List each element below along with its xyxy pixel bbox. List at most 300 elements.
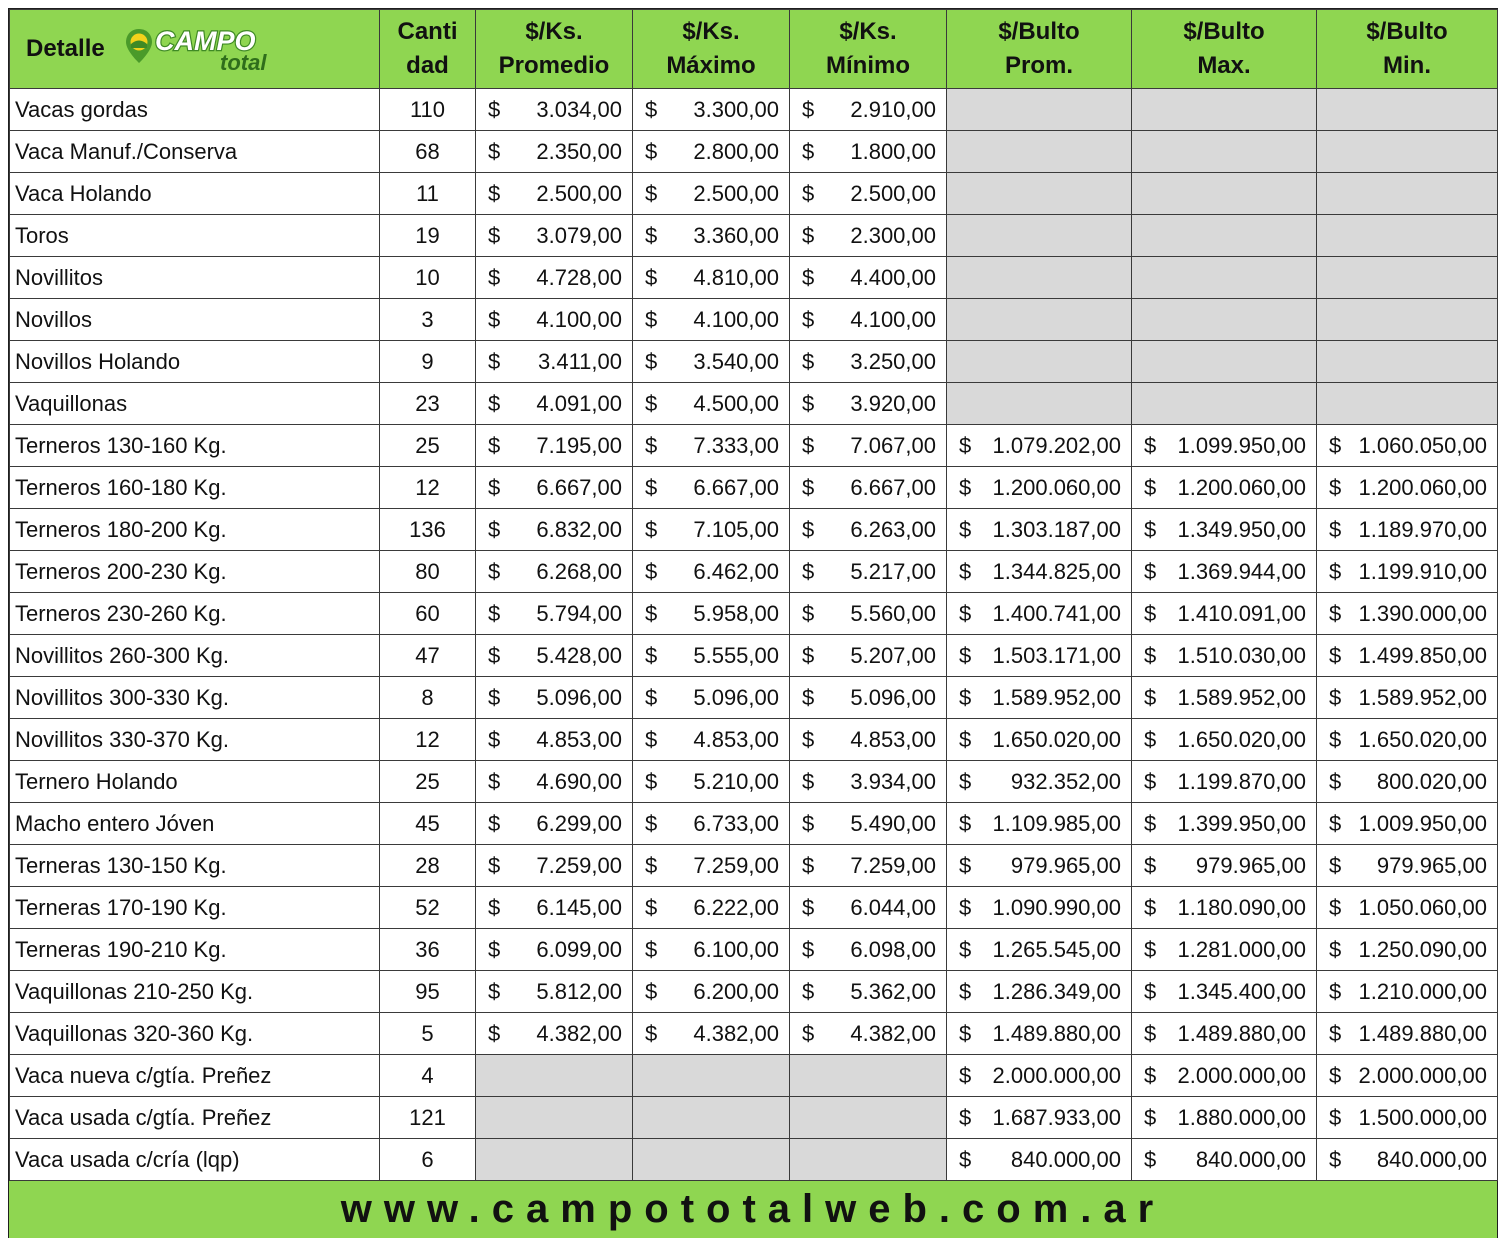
amount-value: 1.390.000,00 <box>1358 600 1487 626</box>
cell-detalle: Vaca nueva c/gtía. Preñez <box>10 1055 380 1097</box>
table-row <box>10 551 1498 593</box>
cell-ks-maximo <box>633 635 790 677</box>
cell-ks-minimo <box>790 383 947 425</box>
table-row <box>10 1139 1498 1181</box>
currency-symbol: $ <box>802 600 815 626</box>
currency-symbol: $ <box>802 516 815 542</box>
amount-value: 2.910,00 <box>850 96 936 122</box>
currency-symbol: $ <box>802 138 815 164</box>
cell-detalle: Novillitos 300-330 Kg. <box>10 677 380 719</box>
currency-symbol: $ <box>488 810 501 836</box>
currency-symbol: $ <box>1329 1146 1342 1172</box>
cell-ks-maximo-empty <box>633 1055 790 1097</box>
currency-symbol: $ <box>488 432 501 458</box>
currency-symbol: $ <box>959 1104 972 1130</box>
cell-bulto-min <box>1317 761 1498 803</box>
amount-value: 1.349.950,00 <box>1177 516 1306 542</box>
cell-bulto-max <box>1132 635 1317 677</box>
currency-symbol: $ <box>1144 516 1157 542</box>
amount-value: 1.344.825,00 <box>992 558 1121 584</box>
currency-symbol: $ <box>1144 1146 1157 1172</box>
cell-ks-minimo <box>790 215 947 257</box>
cell-cantidad: 60 <box>380 593 476 635</box>
currency-symbol: $ <box>1144 600 1157 626</box>
amount-value: 932.352,00 <box>1010 768 1121 794</box>
cell-ks-minimo <box>790 803 947 845</box>
cell-ks-promedio <box>476 761 633 803</box>
cell-ks-promedio <box>476 845 633 887</box>
amount-value: 6.268,00 <box>536 558 622 584</box>
cell-cantidad: 10 <box>380 257 476 299</box>
amount-value: 6.733,00 <box>693 810 779 836</box>
amount-value: 6.098,00 <box>850 936 936 962</box>
amount-value: 5.560,00 <box>850 600 936 626</box>
amount-value: 6.222,00 <box>693 894 779 920</box>
cell-cantidad: 4 <box>380 1055 476 1097</box>
cell-bulto-max <box>1132 803 1317 845</box>
amount-value: 979.965,00 <box>1195 852 1306 878</box>
amount-value: 2.350,00 <box>536 138 622 164</box>
header-bulto-min-l2: Min. <box>1383 52 1431 79</box>
currency-symbol: $ <box>802 894 815 920</box>
currency-symbol: $ <box>802 474 815 500</box>
cell-bulto-prom <box>947 467 1132 509</box>
cell-bulto-prom-empty <box>947 215 1132 257</box>
currency-symbol: $ <box>1329 1062 1342 1088</box>
amount-value: 1.199.910,00 <box>1358 558 1487 584</box>
cell-bulto-prom <box>947 845 1132 887</box>
currency-symbol: $ <box>645 432 658 458</box>
cell-cantidad: 12 <box>380 467 476 509</box>
cell-bulto-max-empty <box>1132 341 1317 383</box>
amount-value: 840.000,00 <box>1195 1146 1306 1172</box>
currency-symbol: $ <box>959 894 972 920</box>
cell-bulto-prom-empty <box>947 257 1132 299</box>
cell-bulto-min <box>1317 929 1498 971</box>
amount-value: 5.490,00 <box>850 810 936 836</box>
header-cantidad-l2: dad <box>406 52 449 79</box>
amount-value: 1.250.090,00 <box>1358 936 1487 962</box>
cell-bulto-max <box>1132 425 1317 467</box>
cell-ks-promedio <box>476 719 633 761</box>
currency-symbol: $ <box>1329 894 1342 920</box>
currency-symbol: $ <box>488 936 501 962</box>
currency-symbol: $ <box>645 642 658 668</box>
table-row <box>10 887 1498 929</box>
cell-ks-promedio <box>476 1013 633 1055</box>
amount-value: 6.667,00 <box>536 474 622 500</box>
amount-value: 1.281.000,00 <box>1177 936 1306 962</box>
cell-bulto-max-empty <box>1132 215 1317 257</box>
cell-bulto-max-empty <box>1132 131 1317 173</box>
cell-ks-minimo <box>790 845 947 887</box>
amount-value: 5.096,00 <box>850 684 936 710</box>
currency-symbol: $ <box>802 390 815 416</box>
logo-text-main: CAMPO <box>154 26 256 56</box>
currency-symbol: $ <box>645 96 658 122</box>
cell-ks-minimo <box>790 1013 947 1055</box>
cell-cantidad: 25 <box>380 761 476 803</box>
amount-value: 4.500,00 <box>693 390 779 416</box>
currency-symbol: $ <box>488 726 501 752</box>
cell-bulto-min-empty <box>1317 173 1498 215</box>
currency-symbol: $ <box>959 1146 972 1172</box>
amount-value: 1.210.000,00 <box>1358 978 1487 1004</box>
amount-value: 4.091,00 <box>536 390 622 416</box>
amount-value: 5.958,00 <box>693 600 779 626</box>
amount-value: 6.044,00 <box>850 894 936 920</box>
cell-bulto-max <box>1132 929 1317 971</box>
amount-value: 1.589.952,00 <box>992 684 1121 710</box>
amount-value: 1.060.050,00 <box>1358 432 1487 458</box>
table-row <box>10 425 1498 467</box>
cell-bulto-prom <box>947 635 1132 677</box>
currency-symbol: $ <box>488 96 501 122</box>
cell-bulto-prom <box>947 929 1132 971</box>
currency-symbol: $ <box>645 600 658 626</box>
currency-symbol: $ <box>802 684 815 710</box>
cell-ks-promedio <box>476 341 633 383</box>
cell-detalle: Terneras 130-150 Kg. <box>10 845 380 887</box>
currency-symbol: $ <box>959 600 972 626</box>
currency-symbol: $ <box>645 1020 658 1046</box>
cell-cantidad: 6 <box>380 1139 476 1181</box>
currency-symbol: $ <box>1144 852 1157 878</box>
table-row <box>10 509 1498 551</box>
cell-detalle: Novillitos 260-300 Kg. <box>10 635 380 677</box>
currency-symbol: $ <box>802 768 815 794</box>
cell-bulto-prom <box>947 971 1132 1013</box>
cell-bulto-max <box>1132 887 1317 929</box>
cell-bulto-min-empty <box>1317 215 1498 257</box>
amount-value: 2.800,00 <box>693 138 779 164</box>
currency-symbol: $ <box>488 1020 501 1046</box>
currency-symbol: $ <box>959 852 972 878</box>
cell-bulto-min <box>1317 845 1498 887</box>
amount-value: 5.812,00 <box>536 978 622 1004</box>
cell-bulto-max <box>1132 1139 1317 1181</box>
cell-ks-minimo <box>790 551 947 593</box>
cell-ks-promedio <box>476 89 633 131</box>
currency-symbol: $ <box>802 810 815 836</box>
currency-symbol: $ <box>1144 1062 1157 1088</box>
cell-ks-promedio <box>476 929 633 971</box>
cell-ks-promedio <box>476 803 633 845</box>
cell-bulto-min <box>1317 719 1498 761</box>
amount-value: 1.303.187,00 <box>992 516 1121 542</box>
amount-value: 7.333,00 <box>693 432 779 458</box>
currency-symbol: $ <box>488 138 501 164</box>
amount-value: 3.250,00 <box>850 348 936 374</box>
cell-cantidad: 12 <box>380 719 476 761</box>
cell-bulto-prom <box>947 677 1132 719</box>
currency-symbol: $ <box>959 936 972 962</box>
amount-value: 1.510.030,00 <box>1177 642 1306 668</box>
cell-bulto-min <box>1317 677 1498 719</box>
cell-ks-maximo <box>633 551 790 593</box>
currency-symbol: $ <box>645 684 658 710</box>
amount-value: 1.650.020,00 <box>992 726 1121 752</box>
header-bulto-prom-l2: Prom. <box>1004 52 1073 79</box>
header-detalle <box>10 10 380 89</box>
cell-ks-maximo <box>633 677 790 719</box>
amount-value: 1.109.985,00 <box>992 810 1121 836</box>
cell-bulto-min <box>1317 1055 1498 1097</box>
currency-symbol: $ <box>959 642 972 668</box>
amount-value: 2.000.000,00 <box>992 1062 1121 1088</box>
header-bulto-max <box>1132 10 1317 89</box>
cell-bulto-prom <box>947 551 1132 593</box>
amount-value: 1.090.990,00 <box>992 894 1121 920</box>
logo-text-sub: total <box>219 50 267 75</box>
cell-bulto-min <box>1317 1097 1498 1139</box>
amount-value: 2.500,00 <box>693 180 779 206</box>
amount-value: 7.259,00 <box>536 852 622 878</box>
amount-value: 5.794,00 <box>536 600 622 626</box>
cell-detalle: Vaquillonas 320-360 Kg. <box>10 1013 380 1055</box>
amount-value: 1.489.880,00 <box>1358 1020 1487 1046</box>
table-row <box>10 215 1498 257</box>
cell-bulto-min-empty <box>1317 257 1498 299</box>
cell-bulto-max <box>1132 1097 1317 1139</box>
currency-symbol: $ <box>488 390 501 416</box>
amount-value: 4.853,00 <box>693 726 779 752</box>
price-table-frame <box>8 8 1498 1238</box>
currency-symbol: $ <box>959 1020 972 1046</box>
amount-value: 3.034,00 <box>536 96 622 122</box>
currency-symbol: $ <box>1329 558 1342 584</box>
amount-value: 1.800,00 <box>850 138 936 164</box>
amount-value: 1.200.060,00 <box>1358 474 1487 500</box>
cell-detalle: Vaca Holando <box>10 173 380 215</box>
currency-symbol: $ <box>802 642 815 668</box>
cell-ks-promedio <box>476 551 633 593</box>
cell-ks-maximo <box>633 173 790 215</box>
cell-ks-minimo-empty <box>790 1097 947 1139</box>
currency-symbol: $ <box>1329 516 1342 542</box>
currency-symbol: $ <box>1144 810 1157 836</box>
cell-cantidad: 95 <box>380 971 476 1013</box>
currency-symbol: $ <box>802 306 815 332</box>
cell-ks-minimo <box>790 173 947 215</box>
amount-value: 1.189.970,00 <box>1358 516 1487 542</box>
currency-symbol: $ <box>1329 852 1342 878</box>
amount-value: 5.210,00 <box>693 768 779 794</box>
cell-bulto-max-empty <box>1132 257 1317 299</box>
table-row <box>10 257 1498 299</box>
header-ks-maximo-l1: $/Ks. <box>682 18 740 45</box>
footer-banner <box>9 1180 1497 1238</box>
currency-symbol: $ <box>645 936 658 962</box>
header-cantidad <box>380 10 476 89</box>
amount-value: 2.300,00 <box>850 222 936 248</box>
cell-ks-promedio-empty <box>476 1139 633 1181</box>
amount-value: 1.650.020,00 <box>1177 726 1306 752</box>
currency-symbol: $ <box>645 516 658 542</box>
cell-ks-maximo-empty <box>633 1097 790 1139</box>
amount-value: 3.920,00 <box>850 390 936 416</box>
amount-value: 6.145,00 <box>536 894 622 920</box>
table-row <box>10 845 1498 887</box>
cell-detalle: Vacas gordas <box>10 89 380 131</box>
currency-symbol: $ <box>645 474 658 500</box>
amount-value: 7.067,00 <box>850 432 936 458</box>
amount-value: 5.207,00 <box>850 642 936 668</box>
cell-bulto-max <box>1132 551 1317 593</box>
amount-value: 1.489.880,00 <box>992 1020 1121 1046</box>
amount-value: 1.500.000,00 <box>1358 1104 1487 1130</box>
cell-cantidad: 23 <box>380 383 476 425</box>
currency-symbol: $ <box>1329 768 1342 794</box>
currency-symbol: $ <box>1144 558 1157 584</box>
table-row <box>10 971 1498 1013</box>
amount-value: 4.382,00 <box>693 1020 779 1046</box>
currency-symbol: $ <box>488 600 501 626</box>
cell-detalle: Novillitos <box>10 257 380 299</box>
amount-value: 840.000,00 <box>1376 1146 1487 1172</box>
header-cantidad-l1: Canti <box>397 18 458 45</box>
amount-value: 4.400,00 <box>850 264 936 290</box>
amount-value: 4.100,00 <box>536 306 622 332</box>
cell-bulto-min <box>1317 509 1498 551</box>
cell-cantidad: 52 <box>380 887 476 929</box>
currency-symbol: $ <box>802 180 815 206</box>
cell-cantidad: 5 <box>380 1013 476 1055</box>
currency-symbol: $ <box>645 390 658 416</box>
amount-value: 4.382,00 <box>536 1020 622 1046</box>
cell-detalle: Novillos <box>10 299 380 341</box>
header-ks-maximo <box>633 10 790 89</box>
cell-bulto-max <box>1132 593 1317 635</box>
amount-value: 6.100,00 <box>693 936 779 962</box>
cell-ks-maximo <box>633 593 790 635</box>
currency-symbol: $ <box>1144 726 1157 752</box>
amount-value: 1.009.950,00 <box>1358 810 1487 836</box>
currency-symbol: $ <box>1329 810 1342 836</box>
currency-symbol: $ <box>959 978 972 1004</box>
cell-cantidad: 80 <box>380 551 476 593</box>
cell-ks-maximo <box>633 845 790 887</box>
cell-bulto-min <box>1317 803 1498 845</box>
cell-bulto-min <box>1317 971 1498 1013</box>
cell-ks-promedio <box>476 215 633 257</box>
currency-symbol: $ <box>1329 600 1342 626</box>
amount-value: 6.667,00 <box>693 474 779 500</box>
header-detalle-label: Detalle <box>26 35 105 62</box>
cell-bulto-prom-empty <box>947 299 1132 341</box>
cell-bulto-max-empty <box>1132 299 1317 341</box>
table-row <box>10 1097 1498 1139</box>
cell-ks-promedio <box>476 509 633 551</box>
cell-ks-maximo <box>633 257 790 299</box>
currency-symbol: $ <box>959 1062 972 1088</box>
currency-symbol: $ <box>1329 1104 1342 1130</box>
table-row <box>10 761 1498 803</box>
cell-ks-promedio <box>476 173 633 215</box>
currency-symbol: $ <box>645 726 658 752</box>
amount-value: 1.400.741,00 <box>992 600 1121 626</box>
cell-bulto-min <box>1317 593 1498 635</box>
cell-bulto-prom <box>947 1097 1132 1139</box>
table-row <box>10 341 1498 383</box>
cell-detalle: Vaca usada c/gtía. Preñez <box>10 1097 380 1139</box>
cell-ks-minimo <box>790 131 947 173</box>
cell-bulto-min <box>1317 467 1498 509</box>
cell-ks-promedio-empty <box>476 1097 633 1139</box>
cell-bulto-max <box>1132 509 1317 551</box>
table-row <box>10 929 1498 971</box>
table-body <box>10 89 1498 1181</box>
currency-symbol: $ <box>1144 642 1157 668</box>
cell-ks-maximo <box>633 89 790 131</box>
amount-value: 6.200,00 <box>693 978 779 1004</box>
cell-detalle: Ternero Holando <box>10 761 380 803</box>
amount-value: 2.500,00 <box>536 180 622 206</box>
currency-symbol: $ <box>1329 432 1342 458</box>
cell-bulto-max <box>1132 467 1317 509</box>
currency-symbol: $ <box>1144 894 1157 920</box>
cell-detalle: Vaca usada c/cría (lqp) <box>10 1139 380 1181</box>
cell-ks-promedio <box>476 887 633 929</box>
currency-symbol: $ <box>802 264 815 290</box>
amount-value: 7.259,00 <box>693 852 779 878</box>
currency-symbol: $ <box>1144 1104 1157 1130</box>
cell-detalle: Terneros 160-180 Kg. <box>10 467 380 509</box>
cell-ks-maximo <box>633 509 790 551</box>
amount-value: 3.540,00 <box>693 348 779 374</box>
amount-value: 979.965,00 <box>1010 852 1121 878</box>
cell-ks-promedio <box>476 467 633 509</box>
cell-ks-minimo <box>790 89 947 131</box>
amount-value: 1.589.952,00 <box>1177 684 1306 710</box>
table-row <box>10 803 1498 845</box>
table-row <box>10 467 1498 509</box>
table-row <box>10 635 1498 677</box>
cell-detalle: Terneras 190-210 Kg. <box>10 929 380 971</box>
cell-bulto-prom <box>947 803 1132 845</box>
currency-symbol: $ <box>645 138 658 164</box>
amount-value: 6.462,00 <box>693 558 779 584</box>
cell-ks-minimo <box>790 257 947 299</box>
currency-symbol: $ <box>645 222 658 248</box>
currency-symbol: $ <box>1144 978 1157 1004</box>
currency-symbol: $ <box>959 768 972 794</box>
header-bulto-prom-l1: $/Bulto <box>998 18 1080 45</box>
cell-ks-promedio <box>476 593 633 635</box>
amount-value: 6.099,00 <box>536 936 622 962</box>
currency-symbol: $ <box>645 978 658 1004</box>
cell-detalle: Terneros 230-260 Kg. <box>10 593 380 635</box>
currency-symbol: $ <box>645 264 658 290</box>
currency-symbol: $ <box>1329 474 1342 500</box>
cell-bulto-prom-empty <box>947 173 1132 215</box>
cell-cantidad: 28 <box>380 845 476 887</box>
currency-symbol: $ <box>488 642 501 668</box>
cell-ks-maximo <box>633 299 790 341</box>
currency-symbol: $ <box>802 1020 815 1046</box>
currency-symbol: $ <box>959 558 972 584</box>
cell-ks-minimo <box>790 677 947 719</box>
cell-bulto-prom <box>947 509 1132 551</box>
amount-value: 1.200.060,00 <box>992 474 1121 500</box>
cell-ks-maximo <box>633 383 790 425</box>
header-bulto-max-l2: Max. <box>1197 52 1251 79</box>
cell-bulto-max <box>1132 719 1317 761</box>
header-ks-promedio-l2: Promedio <box>498 52 610 79</box>
table-row <box>10 173 1498 215</box>
amount-value: 1.489.880,00 <box>1177 1020 1306 1046</box>
amount-value: 979.965,00 <box>1376 852 1487 878</box>
